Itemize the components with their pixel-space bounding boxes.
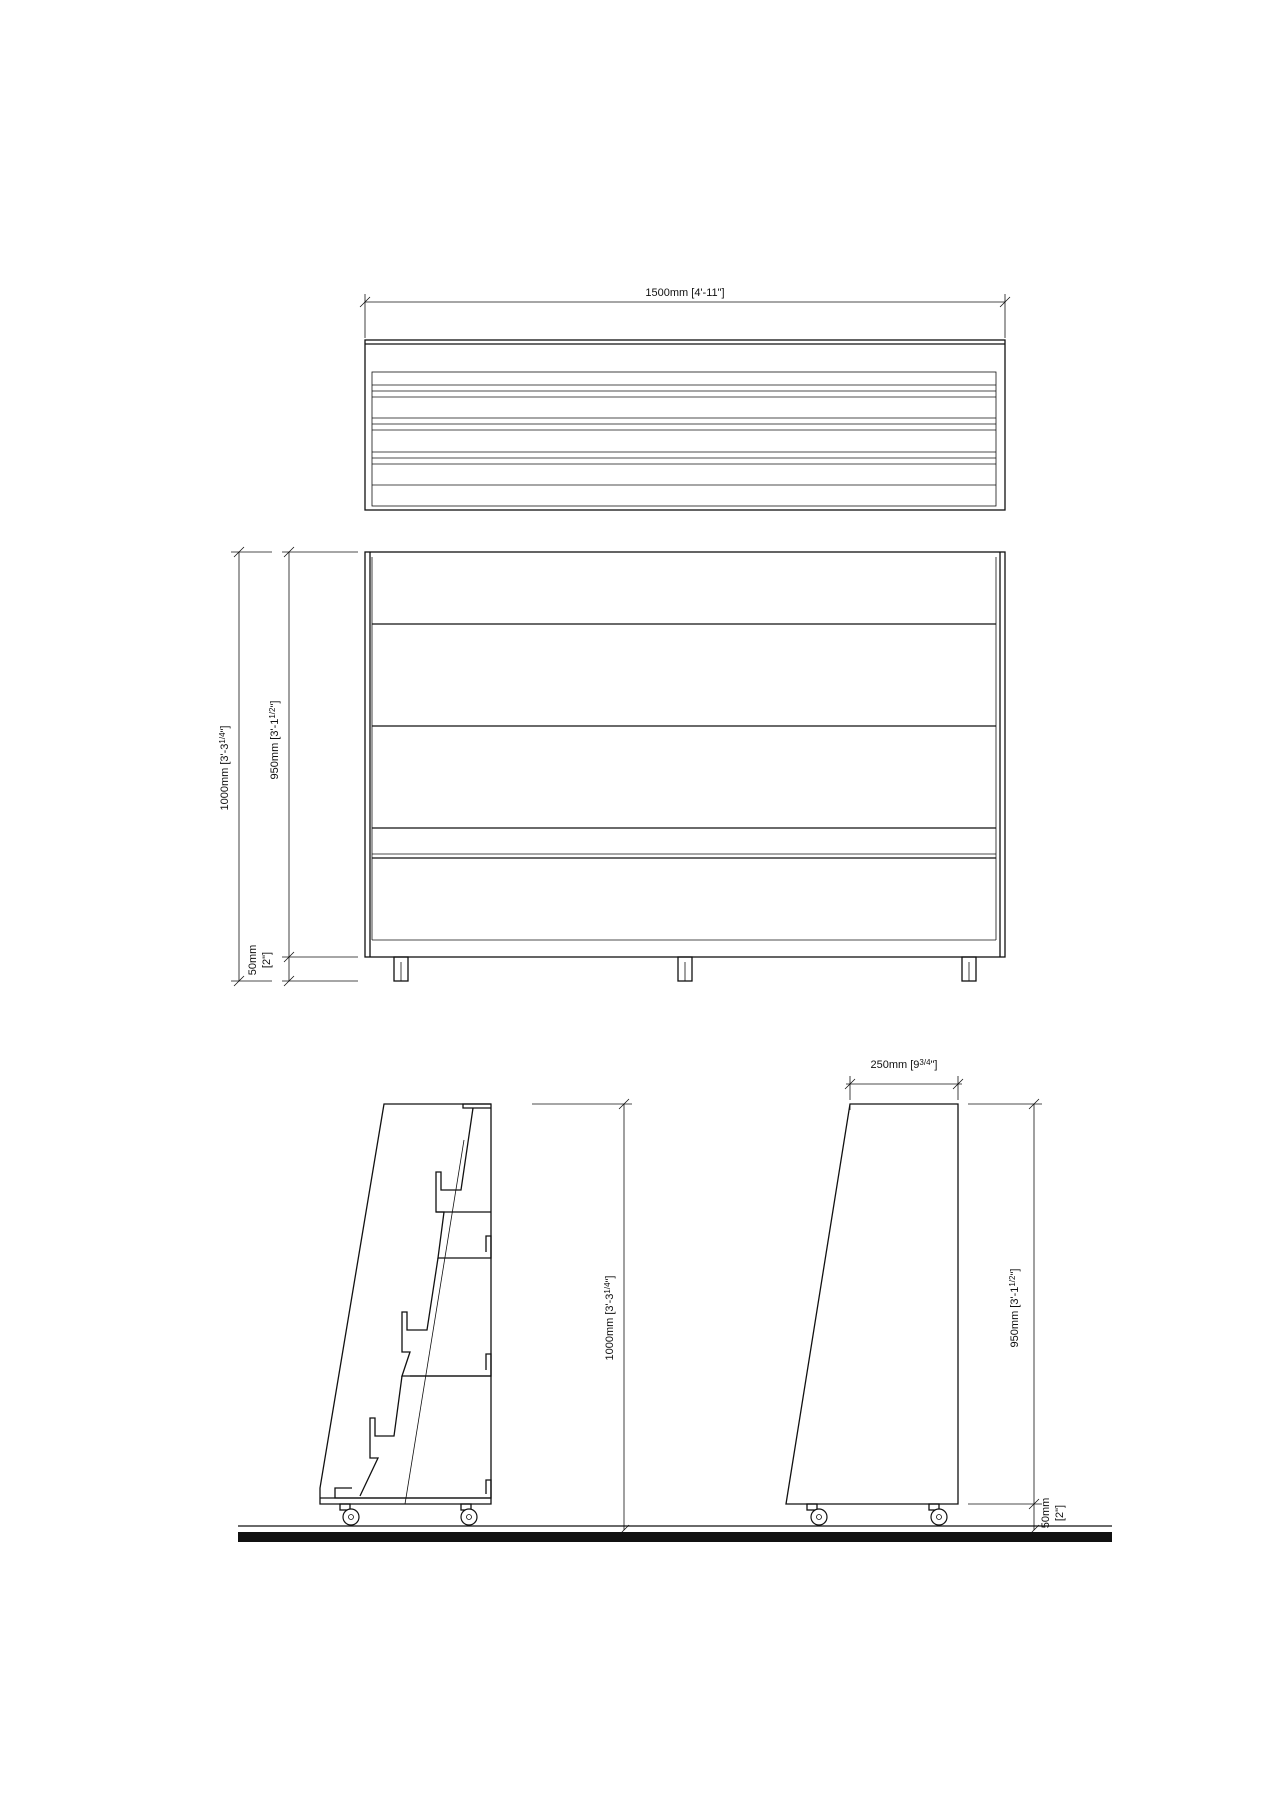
side-casters bbox=[807, 1504, 947, 1525]
front-body-height-dimension bbox=[247, 547, 358, 986]
section-casters bbox=[340, 1504, 477, 1525]
plan-view bbox=[365, 340, 1005, 510]
side-body-height-fraction: 1/2 bbox=[1008, 1275, 1017, 1287]
side-caster-left bbox=[807, 1504, 827, 1525]
foot-left bbox=[394, 957, 408, 981]
ground-line bbox=[238, 1526, 1112, 1542]
front-body-height-fraction: 1/2 bbox=[268, 707, 277, 719]
caster-left bbox=[340, 1504, 359, 1525]
front-base-in-label: [2"] bbox=[261, 951, 273, 969]
side-height-dimension bbox=[968, 1099, 1066, 1535]
side-elevation bbox=[786, 1104, 958, 1504]
svg-text:1000mm [3'-31/4"]: 1000mm $[3'-3^{1/4}"]$ bbox=[218, 725, 231, 811]
front-feet bbox=[394, 957, 976, 981]
side-depth-fraction: 3/4 bbox=[919, 1058, 931, 1067]
svg-text:950mm [3'-11/2"]: 950mm $[3'-1^{1/2}"]$ bbox=[1008, 1268, 1021, 1348]
side-caster-right bbox=[929, 1504, 947, 1525]
section-height-dimension bbox=[532, 1099, 632, 1535]
side-body-height-label: 950mm [3'-1 bbox=[1009, 1286, 1021, 1348]
svg-text:1000mm [3'-31/4"]: 1000mm $[3'-3^{1/4}"]$ bbox=[603, 1275, 616, 1361]
side-depth-dimension bbox=[845, 1058, 963, 1100]
caster-right bbox=[461, 1504, 477, 1525]
section-height-label: 1000mm [3'-3 bbox=[604, 1293, 616, 1361]
section-height-fraction: 1/4 bbox=[603, 1282, 612, 1294]
front-elevation bbox=[365, 552, 1005, 957]
side-base-in-label: [2"] bbox=[1054, 1504, 1066, 1522]
foot-right bbox=[962, 957, 976, 981]
plan-width-label: 1500mm [4'-11"] bbox=[645, 287, 725, 299]
svg-text:950mm [3'-11/2"]: 950mm $[3'-1^{1/2}"]$ bbox=[268, 700, 281, 780]
front-total-height-fraction: 1/4 bbox=[218, 732, 227, 744]
front-body-height-label: 950mm [3'-1 bbox=[269, 718, 281, 780]
front-total-height-dimension bbox=[218, 547, 272, 986]
front-total-height-label: 1000mm [3'-3 bbox=[219, 743, 231, 811]
foot-center bbox=[678, 957, 692, 981]
side-depth-label: 250mm [9 bbox=[870, 1059, 920, 1071]
plan-width-dimension bbox=[360, 287, 1010, 338]
side-base-mm-label: 50mm bbox=[1040, 1497, 1052, 1529]
front-base-mm-label: 50mm bbox=[247, 944, 259, 976]
section-view bbox=[320, 1104, 491, 1504]
svg-text:250mm [93/4"]: 250mm $[9^{3/4}"]$ bbox=[870, 1058, 938, 1071]
